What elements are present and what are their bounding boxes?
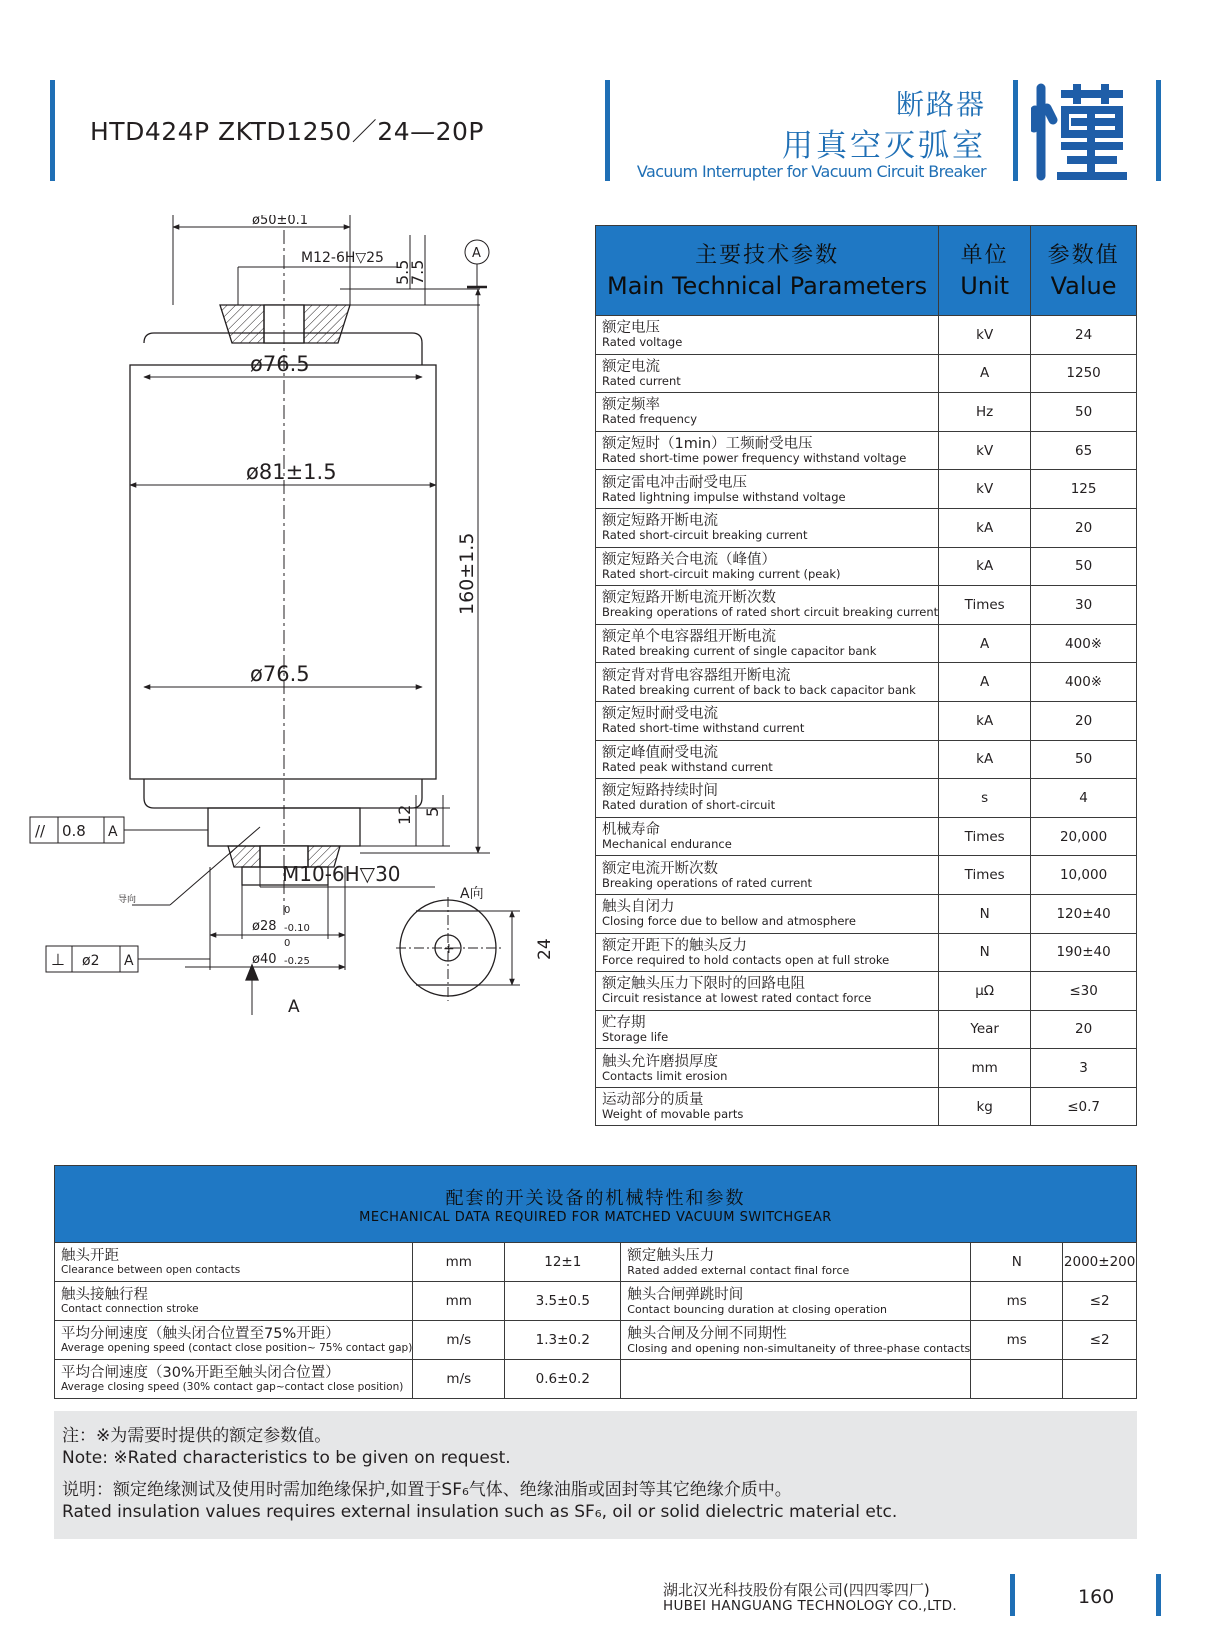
param-name-cn: 额定短路关合电流（峰值） bbox=[602, 551, 776, 568]
param-unit: kg bbox=[939, 1087, 1031, 1126]
mech-right-name bbox=[621, 1321, 971, 1360]
mech-right-name bbox=[621, 1282, 971, 1321]
param-name-cn: 额定触头压力下限时的回路电阻 bbox=[602, 976, 805, 993]
param-unit: Times bbox=[939, 817, 1031, 856]
title-en: Vacuum Interrupter for Vacuum Circuit Breaker bbox=[636, 162, 986, 181]
param-name-cn: 额定雷电冲击耐受电压 bbox=[602, 474, 747, 491]
datum-a-top: A bbox=[472, 246, 481, 261]
param-row bbox=[596, 972, 1137, 1011]
param-unit: kA bbox=[939, 547, 1031, 586]
param-unit: Times bbox=[939, 856, 1031, 895]
mech-row bbox=[55, 1321, 1137, 1360]
mech-left-value: 0.6±0.2 bbox=[505, 1360, 621, 1399]
param-name-cell bbox=[596, 393, 939, 432]
param-name-cell bbox=[596, 663, 939, 702]
param-name-en: Weight of movable parts bbox=[602, 1107, 744, 1122]
param-value: 190±40 bbox=[1031, 933, 1137, 972]
mech-left-en: Contact connection stroke bbox=[61, 1302, 199, 1315]
param-name-cn: 额定短路开断电流 bbox=[602, 513, 718, 530]
mech-title-en: MECHANICAL DATA REQUIRED FOR MATCHED VACUUM SWITCHGEAR bbox=[359, 1209, 832, 1225]
mech-left-unit: mm bbox=[413, 1243, 505, 1282]
param-row bbox=[596, 586, 1137, 625]
param-unit: mm bbox=[939, 1049, 1031, 1088]
header-logo-left-bar bbox=[1013, 80, 1018, 181]
param-name-en: Rated breaking current of back to back capacitor bank bbox=[602, 682, 916, 697]
param-row bbox=[596, 1087, 1137, 1126]
param-name-en: Rated short-time power frequency withstand voltage bbox=[602, 451, 907, 466]
mech-header-row bbox=[55, 1166, 1137, 1243]
param-row bbox=[596, 508, 1137, 547]
param-row bbox=[596, 547, 1137, 586]
params-header-value bbox=[1031, 226, 1137, 316]
param-name-cell bbox=[596, 856, 939, 895]
header-left-bar bbox=[50, 80, 55, 181]
main-parameters-table bbox=[595, 225, 1137, 1126]
header-unit-cn: 单位 bbox=[960, 242, 1009, 268]
mechanical-data-table bbox=[54, 1165, 1137, 1399]
param-value: 400※ bbox=[1031, 663, 1137, 702]
mech-right-unit: ms bbox=[971, 1321, 1063, 1360]
param-name-en: Rated duration of short-circuit bbox=[602, 798, 776, 813]
param-value: 400※ bbox=[1031, 624, 1137, 663]
param-value: 20 bbox=[1031, 508, 1137, 547]
mech-right-en: Contact bouncing duration at closing operation bbox=[627, 1302, 888, 1316]
param-name-cell bbox=[596, 547, 939, 586]
dim-phi40: ø40 bbox=[252, 952, 277, 967]
param-value: 65 bbox=[1031, 431, 1137, 470]
dim-5: 5 bbox=[423, 806, 442, 817]
param-unit: N bbox=[939, 933, 1031, 972]
page-number: 160 bbox=[1078, 1586, 1115, 1608]
mech-right-value: ≤2 bbox=[1063, 1282, 1137, 1321]
param-name-cell bbox=[596, 1049, 939, 1088]
param-unit: kA bbox=[939, 701, 1031, 740]
param-name-en: Rated voltage bbox=[602, 335, 683, 350]
param-name-en: Rated short-circuit breaking current bbox=[602, 528, 808, 543]
footer-bar-right bbox=[1156, 1574, 1161, 1616]
param-name-cn: 额定频率 bbox=[602, 397, 660, 414]
param-value: 3 bbox=[1031, 1049, 1137, 1088]
params-header-unit bbox=[939, 226, 1031, 316]
notes-box bbox=[54, 1411, 1137, 1539]
mech-right-cn: 触头合闸及分闸不同期性 bbox=[627, 1325, 787, 1342]
note-en: Note: ※Rated characteristics to be given on request. bbox=[62, 1448, 511, 1468]
param-row bbox=[596, 624, 1137, 663]
param-unit: N bbox=[939, 894, 1031, 933]
dim-7-5: 7.5 bbox=[408, 259, 427, 285]
param-name-en: Breaking operations of rated short circuit breaking current bbox=[602, 605, 939, 620]
mech-left-en: Clearance between open contacts bbox=[61, 1263, 241, 1276]
param-name-cell bbox=[596, 508, 939, 547]
mech-right-unit: ms bbox=[971, 1282, 1063, 1321]
view-a-center: + bbox=[443, 941, 455, 957]
param-unit: kV bbox=[939, 316, 1031, 355]
note-cn: 注：※为需要时提供的额定参数值。 bbox=[62, 1426, 332, 1446]
param-name-cell bbox=[596, 972, 939, 1011]
mech-left-cn: 触头接触行程 bbox=[61, 1286, 148, 1303]
param-unit: A bbox=[939, 663, 1031, 702]
param-name-cell bbox=[596, 894, 939, 933]
dim-phi40-tol-low: -0.25 bbox=[284, 956, 310, 967]
dim-phi76-5-top: ø76.5 bbox=[250, 352, 310, 376]
param-row bbox=[596, 431, 1137, 470]
parallel-ref: A bbox=[108, 824, 118, 840]
mech-header bbox=[55, 1166, 1137, 1243]
param-name-cn: 额定短路开断电流开断次数 bbox=[602, 590, 776, 607]
params-header-param bbox=[596, 226, 939, 316]
param-row bbox=[596, 856, 1137, 895]
mech-right-en: Closing and opening non-simultaneity of three-phase contacts bbox=[627, 1341, 971, 1355]
technical-drawing bbox=[20, 215, 580, 1075]
param-name-cell bbox=[596, 1010, 939, 1049]
mech-left-name bbox=[55, 1243, 413, 1282]
param-value: 24 bbox=[1031, 316, 1137, 355]
param-name-cell bbox=[596, 470, 939, 509]
header-mid-bar bbox=[605, 80, 610, 181]
param-name-en: Rated frequency bbox=[602, 412, 698, 427]
param-row bbox=[596, 933, 1137, 972]
perpendicular-symbol: ⊥ bbox=[51, 950, 65, 969]
param-name-cn: 额定单个电容器组开断电流 bbox=[602, 629, 776, 646]
param-name-cn: 额定电流 bbox=[602, 358, 660, 375]
footer-company-cn: 湖北汉光科技股份有限公司(四四零四厂) bbox=[663, 1581, 930, 1599]
param-value: 30 bbox=[1031, 586, 1137, 625]
param-row bbox=[596, 701, 1137, 740]
param-name-cn: 触头允许磨损厚度 bbox=[602, 1053, 718, 1070]
header-value-cn: 参数值 bbox=[1047, 242, 1120, 268]
param-name-cell bbox=[596, 779, 939, 818]
leader-label: 导向 bbox=[118, 895, 137, 905]
param-name-en: Circuit resistance at lowest rated contact force bbox=[602, 991, 872, 1006]
mech-left-unit: mm bbox=[413, 1282, 505, 1321]
mech-left-name bbox=[55, 1360, 413, 1399]
mech-right-value: 2000±200 bbox=[1063, 1243, 1137, 1282]
mech-right-en: Rated added external contact final force bbox=[627, 1263, 850, 1277]
param-name-cn: 额定短时（1min）工频耐受电压 bbox=[602, 436, 813, 453]
param-name-cn: 额定开距下的触头反力 bbox=[602, 937, 747, 954]
explanation-cn: 说明：额定绝缘测试及使用时需加绝缘保护,如置于SF₆气体、绝缘油脂或固封等其它绝缘介质中。 bbox=[62, 1480, 792, 1500]
perpendicular-ref: A bbox=[124, 953, 134, 969]
param-unit: kA bbox=[939, 508, 1031, 547]
dim-5-5: 5.5 bbox=[393, 259, 412, 285]
param-name-cell bbox=[596, 1087, 939, 1126]
param-name-cn: 额定电压 bbox=[602, 320, 660, 337]
mech-right-unit bbox=[971, 1360, 1063, 1399]
param-name-cn: 贮存期 bbox=[602, 1014, 646, 1031]
param-value: 20 bbox=[1031, 1010, 1137, 1049]
param-unit: A bbox=[939, 354, 1031, 393]
param-row bbox=[596, 470, 1137, 509]
dim-phi28-tol-low: -0.10 bbox=[284, 923, 310, 934]
param-name-en: Rated breaking current of single capacitor bank bbox=[602, 644, 877, 659]
param-value: ≤0.7 bbox=[1031, 1087, 1137, 1126]
param-row bbox=[596, 354, 1137, 393]
param-name-cell bbox=[596, 817, 939, 856]
param-name-cn: 额定短路持续时间 bbox=[602, 783, 718, 800]
param-unit: μΩ bbox=[939, 972, 1031, 1011]
param-value: 20,000 bbox=[1031, 817, 1137, 856]
param-row bbox=[596, 1049, 1137, 1088]
arrow-a-label: A bbox=[288, 997, 300, 1017]
param-row bbox=[596, 1010, 1137, 1049]
mech-left-name bbox=[55, 1321, 413, 1360]
dim-phi28: ø28 bbox=[252, 919, 277, 934]
mech-left-cn: 平均分闸速度（触头闭合位置至75%开距） bbox=[61, 1325, 340, 1342]
param-name-en: Rated short-circuit making current (peak) bbox=[602, 566, 841, 581]
param-value: 50 bbox=[1031, 740, 1137, 779]
mech-left-en: Average opening speed (contact close position~ 75% contact gap) bbox=[61, 1341, 413, 1354]
param-name-cn: 额定短时耐受电流 bbox=[602, 706, 718, 723]
param-row bbox=[596, 393, 1137, 432]
param-name-cn: 额定电流开断次数 bbox=[602, 860, 718, 877]
mech-right-value: ≤2 bbox=[1063, 1321, 1137, 1360]
param-name-cn: 触头自闭力 bbox=[602, 899, 675, 916]
param-name-cn: 额定背对背电容器组开断电流 bbox=[602, 667, 791, 684]
param-name-cell bbox=[596, 586, 939, 625]
param-value: 50 bbox=[1031, 393, 1137, 432]
parallel-tolerance: 0.8 bbox=[62, 822, 86, 840]
mech-title-cn: 配套的开关设备的机械特性和参数 bbox=[445, 1187, 746, 1209]
param-name-en: Mechanical endurance bbox=[602, 837, 732, 852]
mech-left-unit: m/s bbox=[413, 1360, 505, 1399]
title-cn-2: 用真空灭弧室 bbox=[782, 128, 986, 164]
mech-left-value: 1.3±0.2 bbox=[505, 1321, 621, 1360]
param-row bbox=[596, 894, 1137, 933]
header-unit-en: Unit bbox=[960, 271, 1010, 300]
param-value: 125 bbox=[1031, 470, 1137, 509]
dim-24: 24 bbox=[535, 938, 555, 960]
mech-row bbox=[55, 1282, 1137, 1321]
param-name-cn: 机械寿命 bbox=[602, 822, 660, 839]
param-name-cell bbox=[596, 431, 939, 470]
footer-company-en: HUBEI HANGUANG TECHNOLOGY CO.,LTD. bbox=[663, 1598, 957, 1614]
params-header-row bbox=[596, 226, 1137, 316]
param-row bbox=[596, 817, 1137, 856]
view-a-label: A向 bbox=[460, 886, 484, 902]
mech-left-name bbox=[55, 1282, 413, 1321]
mech-left-value: 3.5±0.5 bbox=[505, 1282, 621, 1321]
dim-phi28-tol-up: 0 bbox=[284, 905, 291, 916]
mech-right-cn: 触头合闸弹跳时间 bbox=[627, 1286, 744, 1303]
dim-phi50: ø50±0.1 bbox=[252, 215, 309, 228]
param-name-en: Breaking operations of rated current bbox=[602, 875, 812, 890]
footer-bar-left bbox=[1010, 1574, 1015, 1616]
mech-left-cn: 触头开距 bbox=[61, 1247, 119, 1264]
param-value: 120±40 bbox=[1031, 894, 1137, 933]
mech-right-cn: 额定触头压力 bbox=[627, 1247, 715, 1264]
param-name-en: Rated current bbox=[602, 373, 681, 388]
param-name-cn: 额定峰值耐受电流 bbox=[602, 744, 718, 761]
param-name-cell bbox=[596, 740, 939, 779]
param-value: 4 bbox=[1031, 779, 1137, 818]
perpendicular-tolerance: ø2 bbox=[82, 953, 100, 969]
param-unit: kA bbox=[939, 740, 1031, 779]
param-unit: Hz bbox=[939, 393, 1031, 432]
param-name-en: Contacts limit erosion bbox=[602, 1068, 728, 1083]
dim-phi40-tol-up: 0 bbox=[284, 938, 291, 949]
param-name-cell bbox=[596, 354, 939, 393]
header-param-en: Main Technical Parameters bbox=[607, 271, 928, 300]
param-name-cell bbox=[596, 316, 939, 355]
mech-right-name bbox=[621, 1360, 971, 1399]
param-row bbox=[596, 779, 1137, 818]
mech-right-name bbox=[621, 1243, 971, 1282]
mech-row bbox=[55, 1243, 1137, 1282]
model-number: HTD424P ZKTD1250／24—20P bbox=[90, 117, 484, 146]
param-name-en: Storage life bbox=[602, 1029, 669, 1044]
mech-right-unit: N bbox=[971, 1243, 1063, 1282]
dim-phi76-5-bottom: ø76.5 bbox=[250, 662, 310, 686]
thread-bottom: M10-6H▽30 bbox=[282, 862, 401, 886]
param-value: 10,000 bbox=[1031, 856, 1137, 895]
param-row bbox=[596, 663, 1137, 702]
param-unit: kV bbox=[939, 431, 1031, 470]
header-param-cn: 主要技术参数 bbox=[695, 242, 840, 268]
param-name-en: Closing force due to bellow and atmosphere bbox=[602, 914, 856, 929]
param-value: 50 bbox=[1031, 547, 1137, 586]
title-cn-1: 断路器 bbox=[895, 88, 986, 121]
param-row bbox=[596, 316, 1137, 355]
thread-top: M12-6H▽25 bbox=[301, 250, 384, 266]
param-name-en: Rated short-time withstand current bbox=[602, 721, 805, 736]
param-unit: kV bbox=[939, 470, 1031, 509]
company-logo-icon bbox=[1031, 80, 1129, 181]
param-value: 1250 bbox=[1031, 354, 1137, 393]
param-name-cell bbox=[596, 701, 939, 740]
header-value-en: Value bbox=[1050, 271, 1117, 300]
param-name-en: Force required to hold contacts open at full stroke bbox=[602, 952, 890, 967]
param-row bbox=[596, 740, 1137, 779]
param-name-cn: 运动部分的质量 bbox=[602, 1092, 704, 1109]
param-value: 20 bbox=[1031, 701, 1137, 740]
param-unit: s bbox=[939, 779, 1031, 818]
param-name-cell bbox=[596, 624, 939, 663]
mech-left-en: Average closing speed (30% contact gap~contact close position) bbox=[61, 1380, 404, 1393]
param-name-en: Rated lightning impulse withstand voltage bbox=[602, 489, 846, 504]
dim-160: 160±1.5 bbox=[456, 532, 478, 615]
mech-right-value bbox=[1063, 1360, 1137, 1399]
header-right-bar bbox=[1156, 80, 1161, 181]
param-unit: Year bbox=[939, 1010, 1031, 1049]
param-unit: Times bbox=[939, 586, 1031, 625]
mech-row bbox=[55, 1360, 1137, 1399]
explanation-en: Rated insulation values requires external insulation such as SF₆, oil or solid dielectric material etc. bbox=[62, 1502, 898, 1522]
param-name-cell bbox=[596, 933, 939, 972]
param-name-en: Rated peak withstand current bbox=[602, 759, 773, 774]
param-value: ≤30 bbox=[1031, 972, 1137, 1011]
dim-phi81: ø81±1.5 bbox=[246, 460, 337, 484]
mech-left-value: 12±1 bbox=[505, 1243, 621, 1282]
dim-12: 12 bbox=[395, 804, 414, 825]
param-unit: A bbox=[939, 624, 1031, 663]
mech-left-cn: 平均合闸速度（30%开距至触头闭合位置） bbox=[61, 1364, 340, 1381]
mech-left-unit: m/s bbox=[413, 1321, 505, 1360]
parallel-symbol: // bbox=[35, 822, 46, 840]
